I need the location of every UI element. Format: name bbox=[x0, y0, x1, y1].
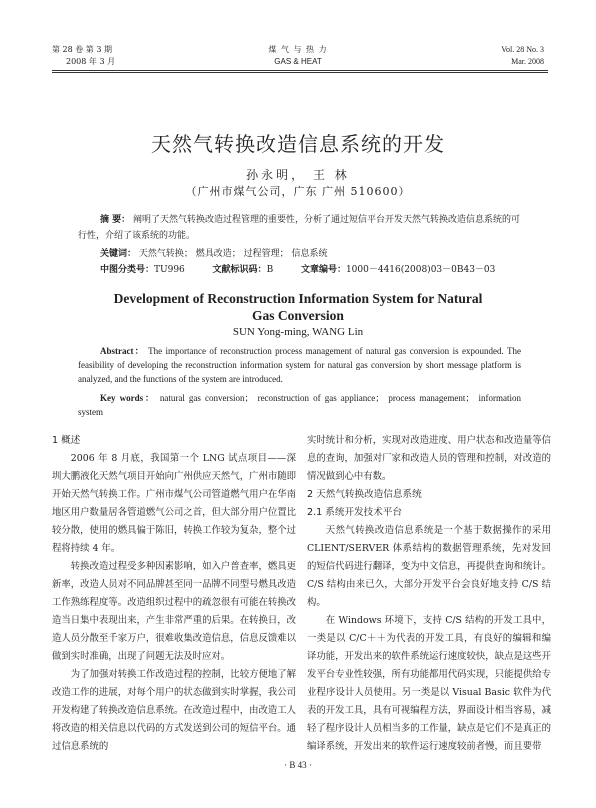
authors-en: SUN Yong-ming, WANG Lin bbox=[232, 326, 364, 338]
section-1-paragraph-3: 为了加强对转换工作改造过程的控制，比较方便地了解改造工作的进展，对每个用户的状态做到实时掌握，我公司开发构建了转换改造信息系统。在改造过程中，由改造工人将改造的相关信息以代码的方式发送到公司的短信平台。通过信息系统的 bbox=[52, 669, 296, 752]
classification-line bbox=[78, 262, 521, 278]
paper-title-cn: 天然气转换改造信息系统的开发 bbox=[151, 132, 445, 156]
abstract-cn-text: 阐明了天然气转换改造过程管理的重要性，分析了通过短信平台开发天然气转换改造信息系统的可行性，介绍了该系统的功能。 bbox=[78, 215, 521, 241]
section-2-heading: 2 天然气转换改造信息系统 bbox=[307, 489, 422, 500]
header-rule-thin bbox=[52, 72, 548, 73]
clc-label: 中图分类号： bbox=[100, 265, 155, 275]
section-2-paragraph-2: 在 Windows 环境下，支持 C/S 结构的开发工具中，一类是以 C/C＋＋为代表的开发工具，有良好的编辑和编译功能，开发出来的软件系统运行速度较快，缺点是这些开发平台专业性较强，所有功能都用代码实现，只能提供给专业程序设计人员使用。另一类是以 Visual Basic 软件为代表的开发工具，具有可视编程方法，界面设计相当容易，减轻了程序设计人员相当多的工作量，缺点是它们不是真正的编译系统，开发出来的软件运行速度较前者慢，而且要带 bbox=[307, 615, 551, 752]
section-2-paragraph-1: 天然气转换改造信息系统是一个基于数据操作的采用 CLIENT/SERVER 体系结构的数据管理系统，先对发回的短信代码进行翻译，变为中文信息，再提供查询和统计。C/S 结构由来已久，大部分开发平台会良好地支持 C/S 结构。 bbox=[307, 525, 551, 608]
paper-title-en-line1: Development of Reconstruction Information System for Natural bbox=[113, 291, 483, 306]
clc-value: TU996 bbox=[154, 265, 185, 275]
header-vol-en: Vol. 28 No. 3 bbox=[501, 45, 544, 54]
abstract-en-text: The importance of reconstruction process management of natural gas conversion is expounded. The feasibility of developing the reconstruction information system for natural gas conversion by short message platform is analyzed, and the functions of the system are introduced. bbox=[78, 346, 521, 384]
header-journal-cn: 煤 气 与 热 力 bbox=[268, 45, 328, 54]
header-volume-issue: 第 28 卷 第 3 期 bbox=[52, 45, 112, 54]
keywords-cn bbox=[78, 246, 521, 262]
section-1-heading: 1 概述 bbox=[52, 435, 81, 446]
doc-code-value: B bbox=[266, 265, 274, 275]
keywords-cn-label: 关键词： bbox=[100, 249, 137, 259]
article-no-value: 1000－4416(2008)03－0B43－03 bbox=[345, 265, 496, 275]
header-date-en: Mar. 2008 bbox=[511, 57, 544, 66]
affiliation-cn: （广州市煤气公司，广东 广州 510600） bbox=[185, 185, 411, 198]
body-column-left bbox=[52, 432, 296, 756]
keywords-en-label: Key words： bbox=[100, 393, 156, 403]
authors-cn: 孙永明， 王 林 bbox=[246, 168, 350, 182]
article-no-label: 文章编号： bbox=[300, 265, 346, 275]
header-date: 2008 年 3 月 bbox=[66, 57, 116, 66]
header-journal-en: GAS & HEAT bbox=[274, 57, 322, 66]
abstract-cn-label: 摘 要： bbox=[100, 215, 131, 225]
keywords-en-text: natural gas conversion； reconstruction of gas appliance； process management； information system bbox=[78, 393, 521, 417]
page-number: · B 43 · bbox=[284, 760, 312, 770]
doc-code-label: 文献标识码： bbox=[212, 265, 267, 275]
keywords-en bbox=[78, 391, 521, 419]
abstract-cn bbox=[78, 212, 521, 244]
header-rule bbox=[52, 70, 548, 71]
body-column-right bbox=[307, 432, 551, 756]
abstract-en-label: Abstract： bbox=[100, 346, 145, 356]
section-2-1-heading: 2.1 系统开发技术平台 bbox=[307, 507, 403, 518]
abstract-en bbox=[78, 344, 521, 386]
section-1-paragraph-2: 转换改造过程受多种因素影响，如入户普查率，燃具更新率，改造人员对不同品牌甚至同一品牌不同型号燃具改造工作熟练程度等。改造组织过程中的疏忽很有可能在转换改造当日集中表现出来，产生非常严重的后果。在转换日，改造人员分散至千家万户，很难收集改造信息，信息反馈难以做到实时准确，出现了问题无法及时应对。 bbox=[52, 561, 296, 662]
continued-paragraph: 实时统计和分析，实现对改造进度、用户状态和改造量等信息的查询，加强对厂家和改造人员的管理和控制，对改造的情况做到心中有数。 bbox=[307, 435, 551, 482]
paper-title-en-line2: Gas Conversion bbox=[252, 308, 344, 323]
section-1-paragraph-1: 2006 年 8 月底，我国第一个 LNG 试点项目——深圳大鹏液化天然气项目开始向广州供应天然气，广州市随即开始天然气转换工作。广州市煤气公司管道燃气用户在华南地区用户数量居各管道燃气公司之首，但大部分用户位置比较分散，使用的燃具偏于陈旧，转换工作较为复杂，整个过程将持续 4 年。 bbox=[52, 453, 296, 554]
keywords-cn-text: 天然气转换； 燃具改造； 过程管理； 信息系统 bbox=[138, 249, 328, 259]
